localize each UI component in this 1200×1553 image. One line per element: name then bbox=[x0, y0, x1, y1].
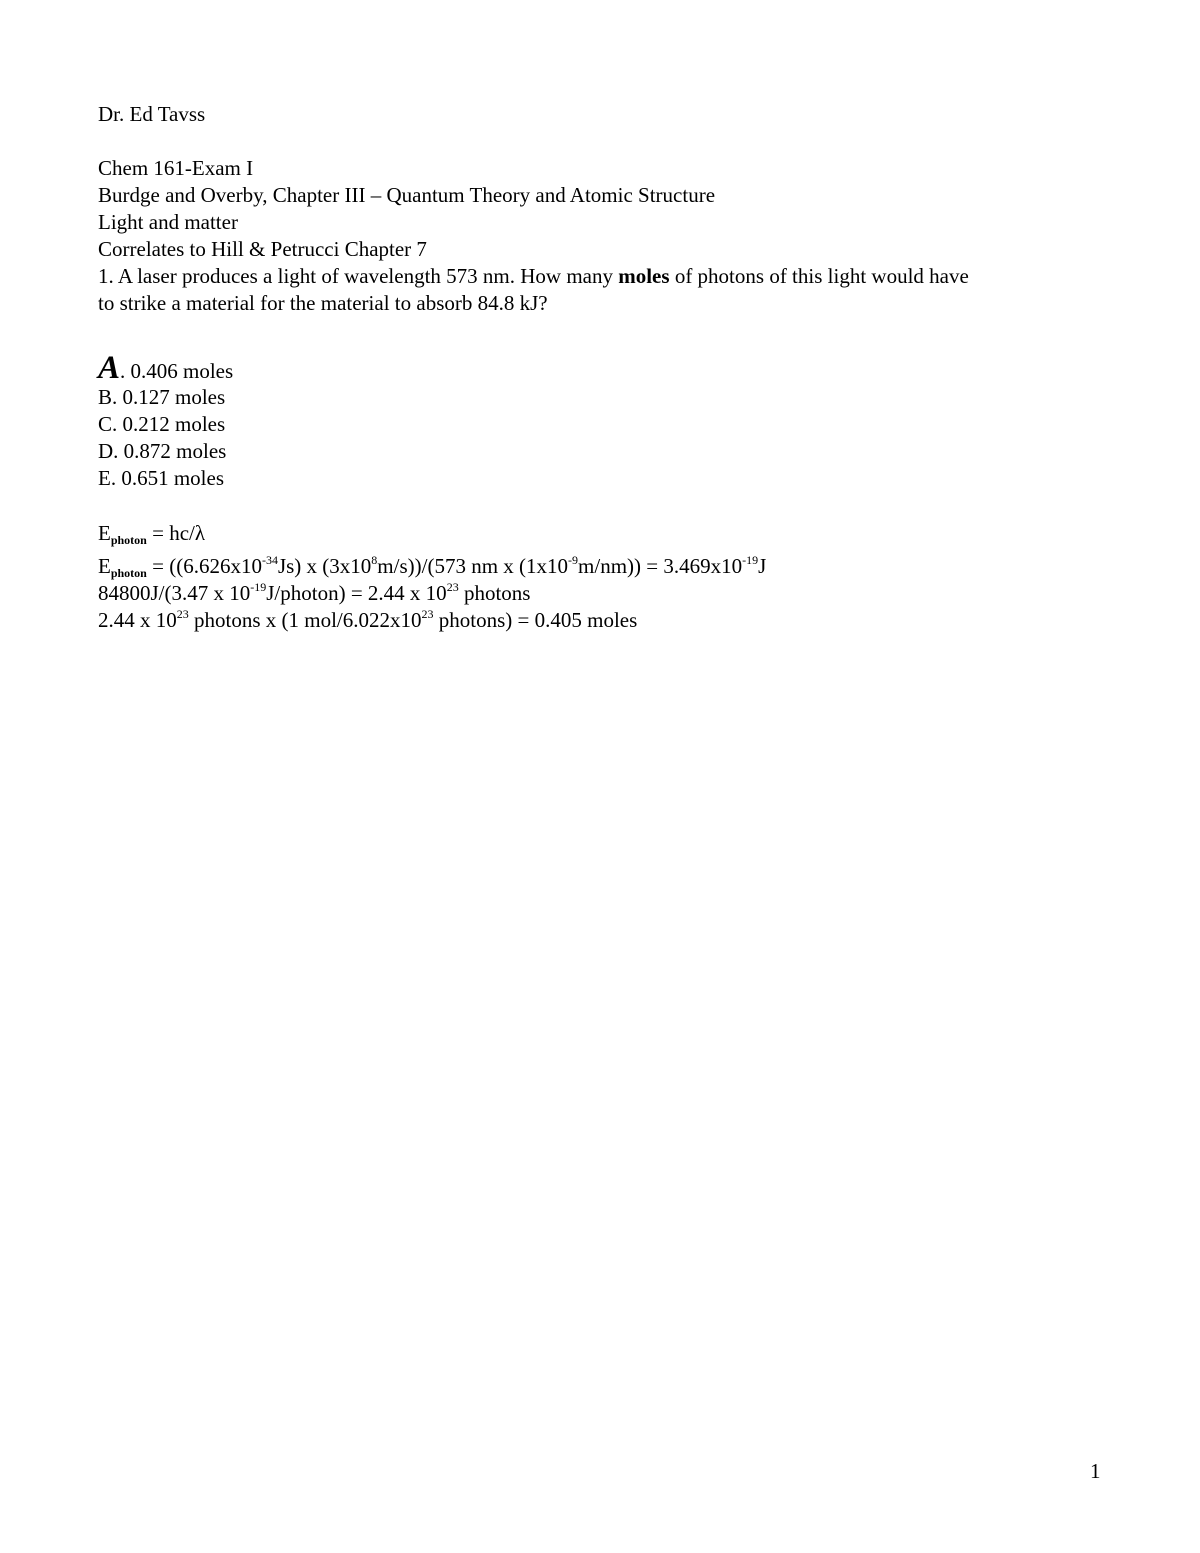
photon-subscript: photon bbox=[110, 566, 147, 580]
solution-line-3 bbox=[98, 574, 531, 605]
solution-line-3-c: photons bbox=[458, 581, 531, 605]
question-line-2: to strike a material for the material to absorb 84.8 kJ? bbox=[98, 291, 548, 315]
solution-line-2-a: = ((6.626x10 bbox=[146, 554, 262, 578]
question-text-start: 1. A laser produces a light of wavelength 573 nm. How many bbox=[98, 264, 619, 288]
exponent: 23 bbox=[446, 580, 459, 594]
answer-c: C. 0.212 moles bbox=[98, 412, 226, 436]
solution-line-1-rest: = hc/λ bbox=[146, 521, 206, 545]
solution-line-1 bbox=[98, 520, 205, 547]
author-line: Dr. Ed Tavss bbox=[98, 102, 206, 126]
solution-line-3-a: 84800J/(3.47 x 10 bbox=[98, 581, 251, 605]
answer-b: B. 0.127 moles bbox=[98, 385, 226, 409]
topic-line: Light and matter bbox=[98, 210, 238, 234]
answer-d: D. 0.872 moles bbox=[98, 439, 227, 463]
solution-line-2-b: Js) x (3x10 bbox=[277, 554, 372, 578]
answer-a-text: . 0.406 moles bbox=[120, 359, 234, 383]
solution-line-2-e: J bbox=[758, 554, 767, 578]
exponent: 23 bbox=[421, 607, 434, 621]
exponent: 8 bbox=[371, 553, 378, 567]
exponent: 23 bbox=[176, 607, 189, 621]
solution-line-3-b: J/photon) = 2.44 x 10 bbox=[266, 581, 447, 605]
answer-a-letter: A bbox=[98, 350, 121, 386]
solution-line-2 bbox=[98, 547, 767, 580]
exponent: -34 bbox=[261, 553, 278, 567]
exponent: -9 bbox=[568, 553, 579, 567]
exponent: -19 bbox=[250, 580, 267, 594]
question-line-1 bbox=[98, 263, 969, 290]
e-symbol: E bbox=[98, 554, 111, 578]
solution-line-4 bbox=[98, 601, 638, 632]
course-line: Chem 161-Exam I bbox=[98, 156, 254, 180]
question-text-end: of photons of this light would have bbox=[669, 264, 969, 288]
solution-line-4-a: 2.44 x 10 bbox=[98, 608, 177, 632]
answer-e: E. 0.651 moles bbox=[98, 466, 224, 490]
solution-line-4-c: photons) = 0.405 moles bbox=[433, 608, 638, 632]
question-bold-word: moles bbox=[618, 264, 670, 288]
solution-line-2-d: m/nm)) = 3.469x10 bbox=[578, 554, 743, 578]
e-symbol: E bbox=[98, 521, 111, 545]
solution-line-2-c: m/s))/(573 nm x (1x10 bbox=[377, 554, 569, 578]
exponent: -19 bbox=[742, 553, 759, 567]
chapter-line: Burdge and Overby, Chapter III – Quantum Theory and Atomic Structure bbox=[98, 183, 716, 207]
solution-line-4-b: photons x (1 mol/6.022x10 bbox=[188, 608, 422, 632]
answer-a bbox=[98, 350, 234, 386]
photon-subscript: photon bbox=[110, 533, 147, 547]
page-number: 1 bbox=[1090, 1459, 1101, 1483]
correlation-line: Correlates to Hill & Petrucci Chapter 7 bbox=[98, 237, 427, 261]
